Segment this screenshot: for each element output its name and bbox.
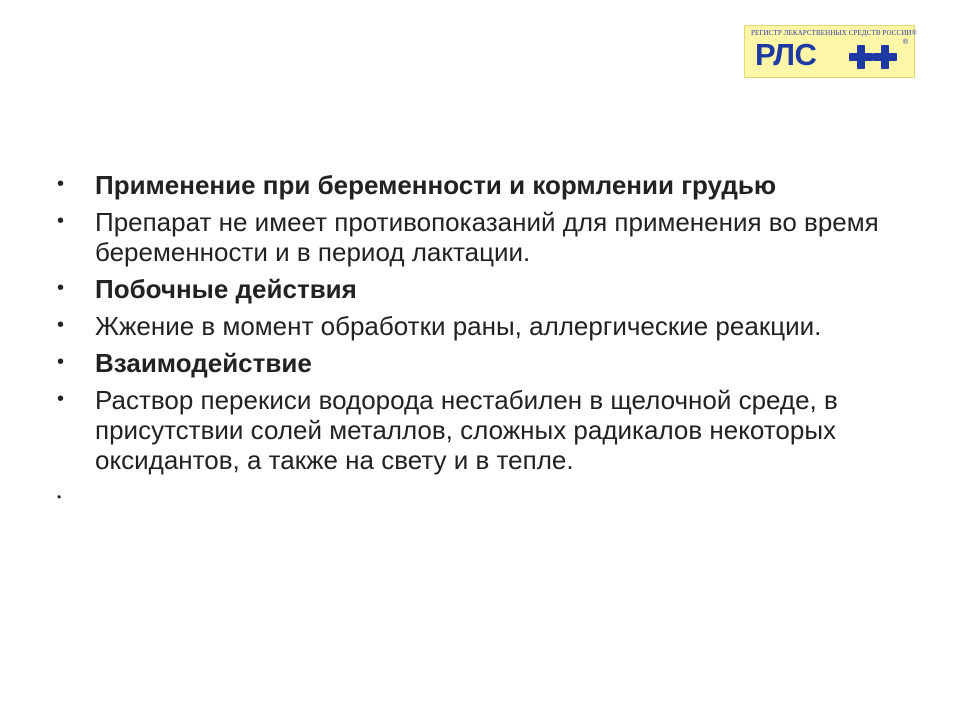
bullet-item-empty bbox=[57, 482, 897, 512]
bullet-dot: • bbox=[57, 173, 65, 195]
bullet-dot: • bbox=[57, 277, 65, 299]
bullet-item bbox=[57, 274, 897, 304]
bullet-item bbox=[57, 385, 897, 475]
rls-logo bbox=[744, 25, 918, 78]
side-effects-text: Жжение в момент обработки раны, аллергические реакции. bbox=[95, 311, 822, 341]
heading-pregnancy: Применение при беременности и кормлении грудью bbox=[95, 170, 777, 200]
bullet-dot: • bbox=[57, 351, 65, 373]
pregnancy-text: Препарат не имеет противопоказаний для применения во время беременности и в период лактации. bbox=[95, 207, 879, 267]
logo-top-text: РЕГИСТР ЛЕКАРСТВЕННЫХ СРЕДСТВ РОССИИ bbox=[751, 29, 912, 37]
logo-brand: РЛС bbox=[755, 37, 817, 72]
bullet-item bbox=[57, 348, 897, 378]
bullet-dot: • bbox=[57, 210, 65, 232]
bullet-dot: • bbox=[57, 314, 65, 336]
bullet-item bbox=[57, 311, 897, 341]
bullet-list bbox=[57, 170, 897, 519]
logo-registry-text bbox=[751, 29, 918, 37]
heading-interaction: Взаимодействие bbox=[95, 348, 312, 378]
logo-top-registered: ® bbox=[911, 29, 918, 37]
heading-side-effects: Побочные действия bbox=[95, 274, 357, 304]
bullet-dot: • bbox=[57, 490, 62, 504]
double-cross-icon bbox=[848, 43, 902, 71]
bullet-item bbox=[57, 207, 897, 267]
logo-registered-mark: ® bbox=[902, 39, 908, 46]
interaction-text: Раствор перекиси водорода нестабилен в щелочной среде, в присутствии солей металлов, сложных радикалов некоторых оксидантов, а также на свету и в тепле. bbox=[95, 385, 838, 475]
bullet-dot: • bbox=[57, 388, 65, 410]
bullet-item bbox=[57, 170, 897, 200]
